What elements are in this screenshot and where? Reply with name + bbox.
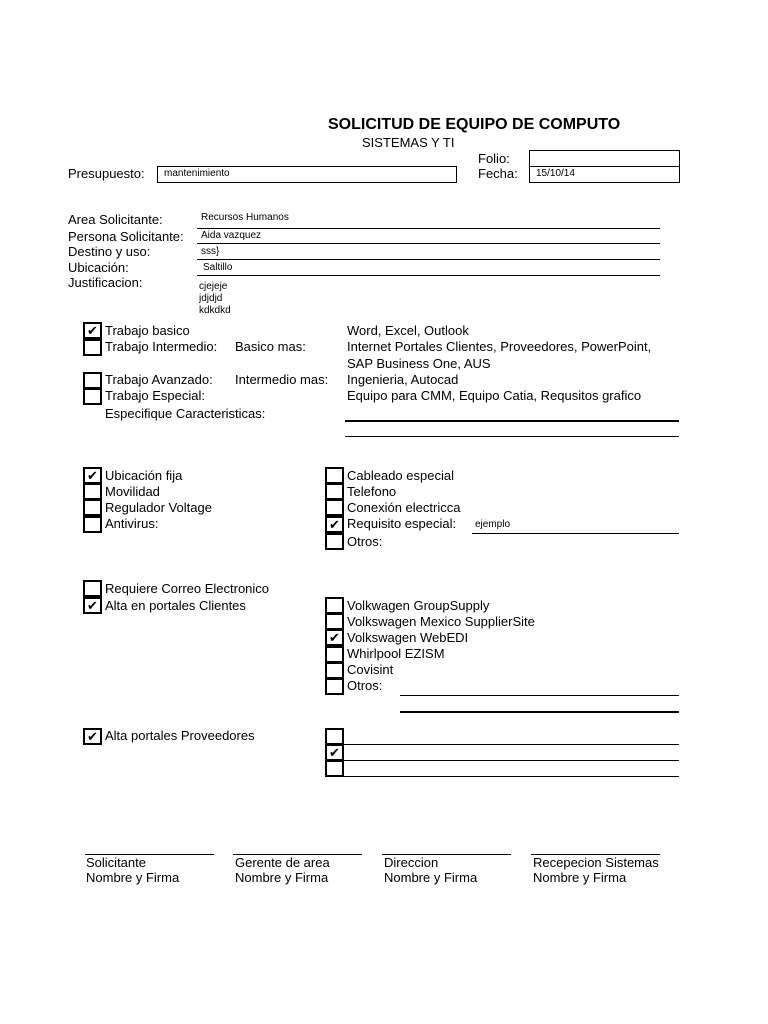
checkbox-portal-ezism[interactable] — [325, 646, 344, 663]
destino-value[interactable]: sss} — [201, 246, 220, 257]
especifique-label: Especifique Caracteristicas: — [105, 406, 266, 421]
signature-caption-sistemas: Nombre y Firma — [533, 870, 627, 885]
checkbox-conexion-electrica[interactable] — [325, 499, 344, 516]
destino-underline — [197, 259, 660, 260]
checkbox-cableado-especial[interactable] — [325, 467, 344, 484]
telefono-label: Telefono — [347, 484, 397, 499]
correo-electronico-label: Requiere Correo Electronico — [105, 581, 270, 596]
signature-caption-direccion: Nombre y Firma — [384, 870, 478, 885]
portal-ezism-label: Whirlpool EZISM — [347, 646, 445, 661]
trabajo-intermedio-mid: Basico mas: — [235, 339, 306, 354]
presupuesto-label: Presupuesto: — [68, 166, 145, 181]
especifique-line-1[interactable] — [345, 420, 679, 422]
checkbox-correo-electronico[interactable] — [83, 580, 102, 597]
antivirus-label: Antivirus: — [105, 516, 159, 531]
checkbox-trabajo-basico[interactable] — [83, 322, 102, 339]
requisito-especial-underline — [472, 533, 679, 534]
portal-webedi-label: Volkswagen WebEDI — [347, 630, 469, 645]
check-mark-icon: ✔ — [329, 517, 340, 532]
signature-caption-solicitante: Nombre y Firma — [86, 870, 180, 885]
checkbox-portal-otros[interactable] — [325, 678, 344, 695]
checkbox-portal-groupsupply[interactable] — [325, 597, 344, 614]
persona-underline — [197, 243, 660, 244]
checkbox-trabajo-intermedio[interactable] — [83, 339, 102, 356]
area-underline — [197, 228, 660, 229]
checkbox-otros-options[interactable] — [325, 533, 344, 550]
regulador-voltage-label: Regulador Voltage — [105, 500, 212, 515]
checkbox-proveedor-3[interactable] — [325, 760, 344, 777]
check-mark-icon: ✔ — [87, 729, 98, 744]
trabajo-intermedio-desc: Internet Portales Clientes, Proveedores, PowerPoint, — [347, 339, 652, 354]
checkbox-antivirus[interactable] — [83, 516, 102, 533]
checkbox-portales-proveedores[interactable] — [83, 728, 102, 745]
justificacion-text[interactable] — [199, 281, 399, 314]
requisito-especial-label: Requisito especial: — [347, 516, 457, 531]
trabajo-basico-desc: Word, Excel, Outlook — [347, 323, 469, 338]
checkbox-proveedor-2[interactable] — [325, 744, 344, 761]
proveedor-line-2[interactable] — [344, 760, 679, 761]
trabajo-intermedio-label: Trabajo Intermedio: — [105, 339, 218, 354]
trabajo-intermedio-desc2: SAP Business One, AUS — [347, 356, 491, 371]
check-mark-icon: ✔ — [329, 630, 340, 645]
check-mark-icon: ✔ — [87, 598, 98, 613]
check-mark-icon: ✔ — [87, 323, 98, 338]
ubicacion-fija-label: Ubicación fija — [105, 468, 183, 483]
checkbox-trabajo-especial[interactable] — [83, 388, 102, 405]
fecha-label: Fecha: — [478, 166, 518, 181]
persona-label: Persona Solicitante: — [68, 229, 184, 244]
justificacion-line: jdjdjd — [199, 293, 223, 304]
trabajo-especial-label: Trabajo Especial: — [105, 388, 205, 403]
portales-proveedores-label: Alta portales Proveedores — [105, 728, 255, 743]
justificacion-line: kdkdkd — [199, 305, 231, 314]
signature-role-gerente: Gerente de area — [235, 855, 330, 870]
checkbox-portal-covisint[interactable] — [325, 662, 344, 679]
folio-label: Folio: — [478, 151, 510, 166]
folio-field[interactable] — [529, 150, 680, 167]
area-value[interactable]: Recursos Humanos — [201, 212, 289, 223]
checkbox-portal-suppliersite[interactable] — [325, 613, 344, 630]
cableado-especial-label: Cableado especial — [347, 468, 454, 483]
ubicacion-label: Ubicación: — [68, 260, 129, 275]
justificacion-line: cjejeje — [199, 281, 228, 292]
signature-role-direccion: Direccion — [384, 855, 439, 870]
check-mark-icon: ✔ — [87, 468, 98, 483]
fecha-field[interactable]: 15/10/14 — [529, 166, 680, 183]
otros-options-label: Otros: — [347, 534, 383, 549]
trabajo-avanzado-desc: Ingenieria, Autocad — [347, 372, 459, 387]
signature-role-sistemas: Recepecion Sistemas — [533, 855, 659, 870]
checkbox-telefono[interactable] — [325, 483, 344, 500]
portal-suppliersite-label: Volkswagen Mexico SupplierSite — [347, 614, 535, 629]
signature-caption-gerente: Nombre y Firma — [235, 870, 329, 885]
ubicacion-underline — [197, 275, 660, 276]
ubicacion-value[interactable]: Saltillo — [203, 262, 233, 273]
checkbox-portal-webedi[interactable] — [325, 629, 344, 646]
checkbox-proveedor-1[interactable] — [325, 728, 344, 745]
check-mark-icon: ✔ — [329, 745, 340, 760]
signature-role-solicitante: Solicitante — [86, 855, 146, 870]
form-title: SOLICITUD DE EQUIPO DE COMPUTO — [328, 116, 621, 133]
portal-otros-label: Otros: — [347, 678, 383, 693]
portal-covisint-label: Covisint — [347, 662, 394, 677]
movilidad-label: Movilidad — [105, 484, 160, 499]
checkbox-ubicacion-fija[interactable] — [83, 467, 102, 484]
proveedor-line-1[interactable] — [344, 744, 679, 745]
especifique-line-2[interactable] — [345, 436, 679, 437]
portales-clientes-label: Alta en portales Clientes — [105, 598, 246, 613]
requisito-especial-value[interactable]: ejemplo — [475, 519, 511, 530]
portal-otros-line-1[interactable] — [400, 695, 679, 696]
trabajo-avanzado-mid: Intermedio mas: — [235, 372, 329, 387]
checkbox-trabajo-avanzado[interactable] — [83, 372, 102, 389]
form-subtitle: SISTEMAS Y TI — [362, 135, 455, 150]
checkbox-portales-clientes[interactable] — [83, 597, 102, 614]
destino-label: Destino y uso: — [68, 244, 151, 259]
checkbox-movilidad[interactable] — [83, 483, 102, 500]
checkbox-requisito-especial[interactable] — [325, 516, 344, 533]
portal-otros-line-2[interactable] — [400, 711, 679, 713]
conexion-electrica-label: Conexión electricca — [347, 500, 461, 515]
proveedor-line-3[interactable] — [344, 776, 679, 777]
justificacion-label: Justificacion: — [68, 275, 143, 290]
persona-value[interactable]: Aida vazquez — [201, 230, 262, 241]
trabajo-avanzado-label: Trabajo Avanzado: — [105, 372, 213, 387]
trabajo-especial-desc: Equipo para CMM, Equipo Catia, Requsitos grafico — [347, 388, 642, 403]
presupuesto-field[interactable]: mantenimiento — [157, 166, 457, 183]
portal-groupsupply-label: Volkwagen GroupSupply — [347, 598, 490, 613]
trabajo-basico-label: Trabajo basico — [105, 323, 190, 338]
checkbox-regulador-voltage[interactable] — [83, 499, 102, 516]
area-label: Area Solicitante: — [68, 212, 163, 227]
